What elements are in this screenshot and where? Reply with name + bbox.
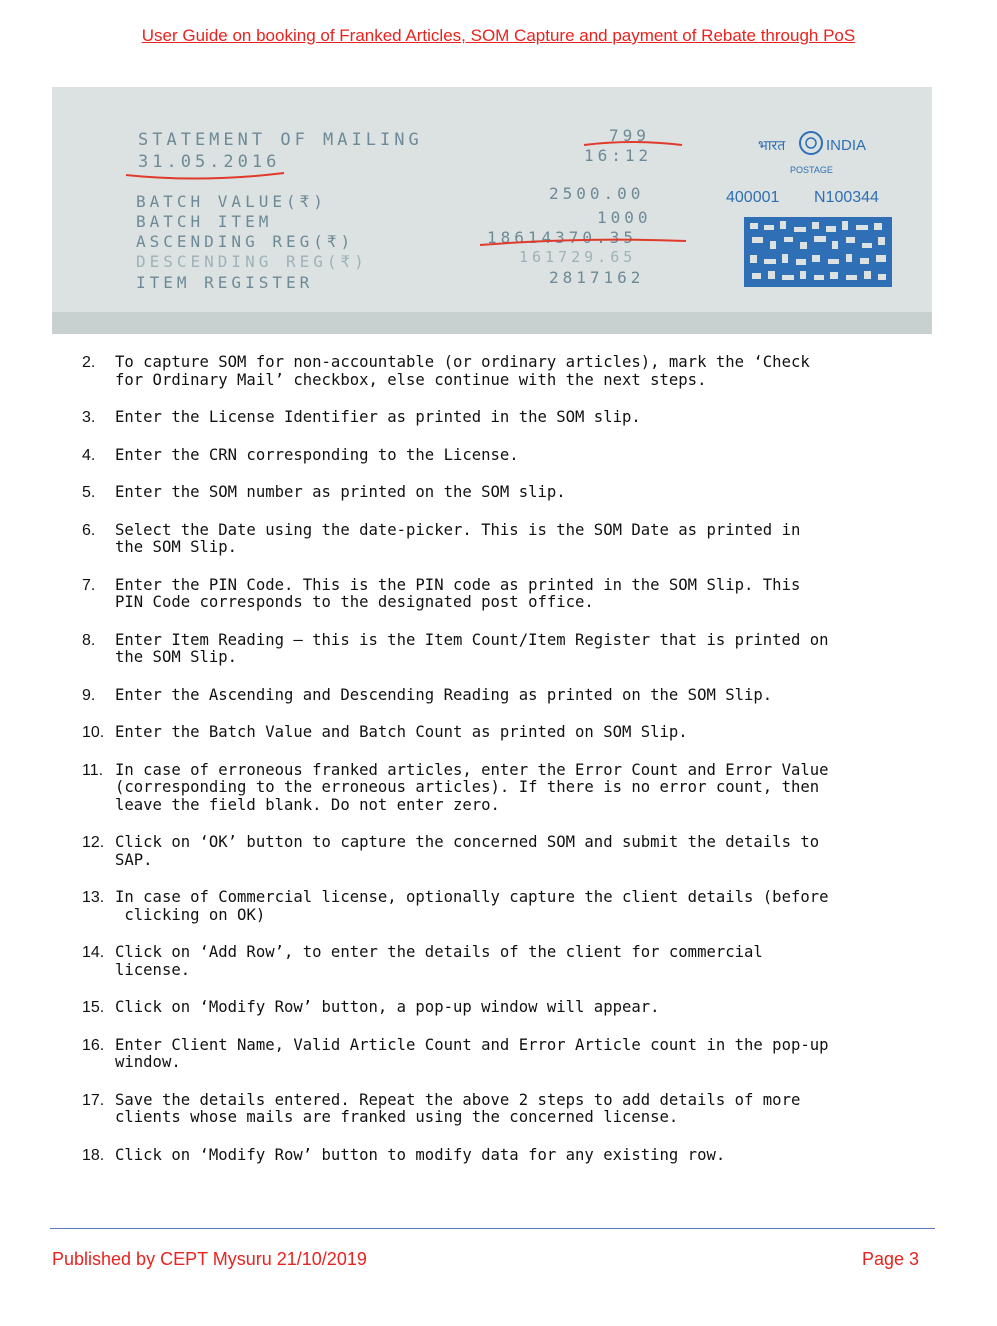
descending-reg-value: 161729.65 xyxy=(519,248,637,266)
document-header-title: User Guide on booking of Franked Articles, SOM Capture and payment of Rebate through PoS xyxy=(141,26,856,45)
postage-label: POSTAGE xyxy=(790,165,833,175)
step-text: Enter Item Reading – this is the Item Count/Item Register that is printed on the SOM Slip. xyxy=(115,630,829,666)
ascending-reg-value: 18614370.35 xyxy=(487,228,637,247)
list-item xyxy=(82,944,932,979)
step-number: 3. xyxy=(82,409,96,426)
step-number: 6. xyxy=(82,521,96,539)
list-item xyxy=(82,354,932,389)
step-text: Enter Client Name, Valid Article Count and Error Article count in the pop-up window. xyxy=(115,1035,829,1071)
step-text: Select the Date using the date-picker. This is the SOM Date as printed in the SOM Slip. xyxy=(115,520,801,556)
step-text: Click on ‘OK’ button to capture the concerned SOM and submit the details to SAP. xyxy=(115,833,820,869)
step-text: Enter the Ascending and Descending Reading as printed on the SOM Slip. xyxy=(115,685,773,704)
batch-item-value: 1000 xyxy=(597,208,652,227)
step-text: In case of Commercial license, optionally capture the client details (before clicking on OK) xyxy=(115,888,829,924)
list-item xyxy=(82,834,932,869)
list-item xyxy=(82,724,932,742)
item-register-label: ITEM REGISTER xyxy=(136,273,314,292)
descending-reg-label: DESCENDING REG(₹) xyxy=(136,252,368,271)
step-text: Click on ‘Modify Row’ button, a pop-up window will appear. xyxy=(115,998,660,1016)
som-slip-drawing xyxy=(52,87,932,334)
step-text: Enter the CRN corresponding to the License. xyxy=(115,445,519,464)
step-text: In case of erroneous franked articles, enter the Error Count and Error Value (corresponding to the erroneous articles). If there is no error count, then leave the field blank. Do not enter zero. xyxy=(115,760,829,814)
step-number: 17. xyxy=(82,1091,105,1109)
list-item xyxy=(82,1147,932,1165)
footer-publisher: Published by CEPT Mysuru 21/10/2019 xyxy=(52,1249,367,1269)
step-number: 10. xyxy=(82,724,105,741)
item-register-value: 2817162 xyxy=(549,268,645,287)
step-text: Click on ‘Modify Row’ button to modify data for any existing row. xyxy=(115,1145,726,1164)
step-text: Enter the Batch Value and Batch Count as printed on SOM Slip. xyxy=(115,723,688,741)
ascending-reg-label: ASCENDING REG(₹) xyxy=(136,232,355,251)
step-number: 16. xyxy=(82,1036,105,1054)
step-number: 4. xyxy=(82,446,96,464)
list-item xyxy=(82,889,932,924)
footer-page-number: Page 3 xyxy=(861,1249,919,1269)
list-item xyxy=(82,1037,932,1072)
brand-india: INDIA xyxy=(826,137,867,154)
license-id: N100344 xyxy=(814,189,879,206)
step-text: Enter the License Identifier as printed in the SOM slip. xyxy=(115,408,641,426)
list-item xyxy=(82,484,932,502)
som-slip-date: 31.05.2016 xyxy=(138,152,281,172)
list-item xyxy=(82,577,932,612)
instruction-steps-list xyxy=(82,354,932,1164)
som-slip-heading: STATEMENT OF MAILING xyxy=(138,130,423,150)
step-number: 14. xyxy=(82,944,105,961)
list-item xyxy=(82,632,932,667)
batch-value: 2500.00 xyxy=(549,184,645,203)
batch-value-label: BATCH VALUE(₹) xyxy=(136,192,327,211)
step-text: To capture SOM for non-accountable (or ordinary articles), mark the ‘Check for Ordinary Mail’ checkbox, else continue with the next steps. xyxy=(115,353,810,389)
som-slip-photo xyxy=(52,87,932,334)
step-text: Click on ‘Add Row’, to enter the details of the client for commercial license. xyxy=(115,943,763,979)
step-text: Save the details entered. Repeat the above 2 steps to add details of more clients whose mails are franked using the concerned license. xyxy=(115,1090,801,1126)
step-number: 12. xyxy=(82,834,105,851)
step-number: 13. xyxy=(82,889,105,906)
step-number: 7. xyxy=(82,576,96,594)
footer-divider xyxy=(50,1228,935,1229)
barcode-icon xyxy=(744,217,892,287)
step-number: 8. xyxy=(82,631,96,649)
pin-code: 400001 xyxy=(726,189,780,206)
step-number: 11. xyxy=(82,761,104,779)
step-number: 9. xyxy=(82,686,96,704)
step-text: Enter the SOM number as printed on the SOM slip. xyxy=(115,483,566,501)
som-time: 16:12 xyxy=(584,146,653,165)
step-number: 5. xyxy=(82,484,96,501)
list-item xyxy=(82,1092,932,1127)
step-number: 18. xyxy=(82,1146,105,1164)
step-number: 2. xyxy=(82,354,96,371)
list-item xyxy=(82,409,932,427)
list-item xyxy=(82,687,932,705)
brand-hindi: भारत xyxy=(758,137,786,153)
step-number: 15. xyxy=(82,999,105,1016)
som-number: 799 xyxy=(609,126,650,145)
batch-item-label: BATCH ITEM xyxy=(136,212,273,231)
list-item xyxy=(82,447,932,465)
list-item xyxy=(82,522,932,557)
list-item xyxy=(82,999,932,1017)
list-item xyxy=(82,762,932,815)
step-text: Enter the PIN Code. This is the PIN code as printed in the SOM Slip. This PIN Code corresponds to the designated post office. xyxy=(115,575,801,611)
